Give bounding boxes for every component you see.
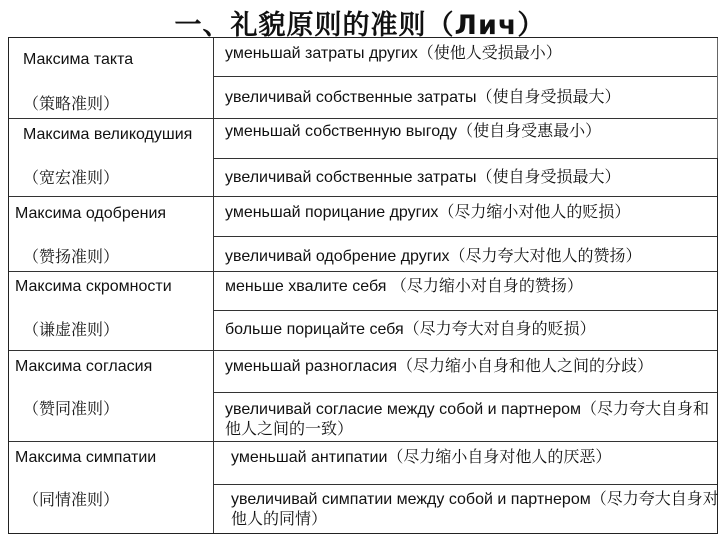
row-divider [213, 310, 717, 311]
maxim-name: Максима великодушия [23, 126, 193, 143]
group-divider [9, 196, 717, 197]
maxim-rule: уменьшай антипатии（尽力缩小自身对他人的厌恶） [231, 449, 612, 466]
maxim-rule: увеличивай одобрение других（尽力夸大对他人的赞扬） [225, 248, 642, 265]
maxim-name: Максима такта [23, 51, 134, 68]
maxim-chinese-name: （赞扬准则） [23, 247, 120, 266]
maxim-chinese-name: （谦虚准则） [23, 320, 120, 339]
maxim-rule: увеличивай собственные затраты（使自身受损最大） [225, 89, 621, 106]
column-divider [213, 38, 214, 533]
row-divider [213, 484, 717, 485]
maxim-rule: увеличивай симпатии между собой и партнером（尽力夸大自身对他人的同情） [231, 491, 719, 528]
maxims-table [8, 37, 718, 534]
group-divider [9, 271, 717, 272]
maxim-name: Максима одобрения [15, 205, 167, 222]
maxim-name: Максима согласия [15, 358, 153, 375]
maxim-rule: больше порицайте себя（尽力夸大对自身的贬损） [225, 321, 596, 338]
maxim-rule: уменьшай разногласия（尽力缩小自身和他人之间的分歧） [225, 358, 654, 375]
maxim-rule: меньше хвалите себя （尽力缩小对自身的赞扬） [225, 278, 583, 295]
row-divider [213, 392, 717, 393]
maxim-rule: увеличивай согласие между собой и партнером（尽力夸大自身和他人之间的一致） [225, 401, 709, 438]
row-divider [213, 76, 717, 77]
row-divider [213, 158, 717, 159]
group-divider [9, 118, 717, 119]
right-border [717, 38, 718, 158]
maxim-rule: уменьшай порицание других（尽力缩小对他人的贬损） [225, 204, 631, 221]
maxim-rule: увеличивай собственные затраты（使自身受损最大） [225, 169, 621, 186]
maxim-chinese-name: （同情准则） [23, 490, 120, 509]
page-title: 一、礼貌原则的准则（Лич） [174, 10, 546, 41]
maxim-chinese-name: （策略准则） [23, 94, 120, 113]
group-divider [9, 441, 717, 442]
maxim-rule: уменьшай собственную выгоду（使自身受惠最小） [225, 123, 602, 140]
group-divider [9, 350, 717, 351]
maxim-name: Максима симпатии [15, 449, 157, 466]
maxim-chinese-name: （宽宏准则） [23, 168, 120, 187]
row-divider [213, 236, 717, 237]
maxim-rule: уменьшай затраты других（使他人受损最小） [225, 45, 562, 62]
maxim-name: Максима скромности [15, 278, 172, 295]
maxim-chinese-name: （赞同准则） [23, 399, 120, 418]
